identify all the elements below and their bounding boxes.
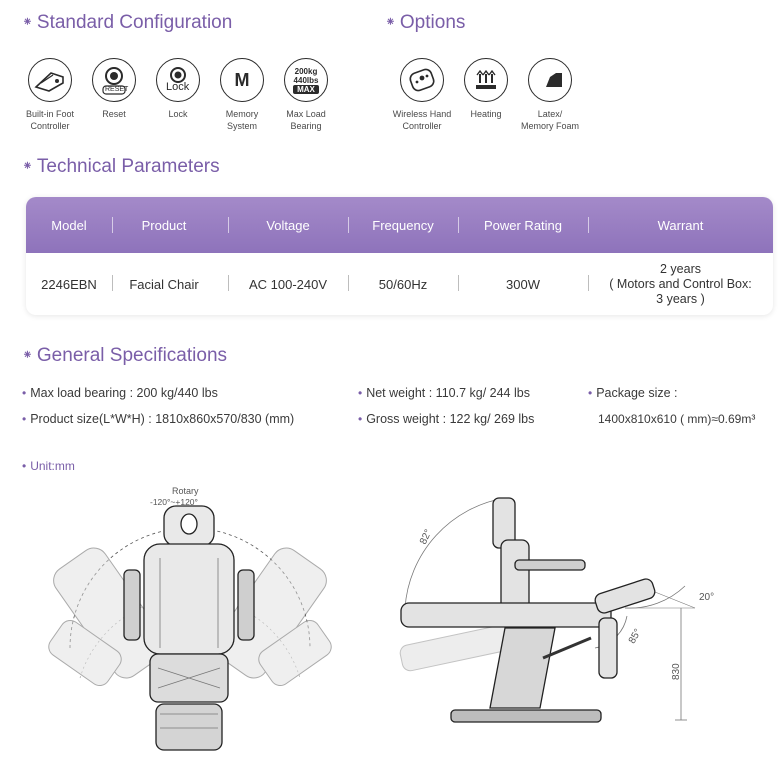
lock-glyph-text: Lock [166,81,190,93]
angle-leg-label: 20° [699,592,715,603]
header-frequency: Frequency [372,217,434,233]
asterisk-icon: ⁕ [22,347,33,362]
spec-max-load: • Max load bearing : 200 kg/440 lbs [22,386,218,400]
angle-back-label: 82° [417,527,435,547]
angle-foot-label: 85° [626,627,644,646]
header-power-rating: Power Rating [483,217,563,233]
technical-parameters-title [22,156,220,178]
header-warranty: Warrant [657,217,704,233]
side-view-diagram [395,488,725,732]
memory-foam-icon [528,58,572,102]
memory-foam-label: Latex/ Memory Foam [520,109,579,131]
cell-power: 300W [506,276,540,292]
technical-table [26,197,773,315]
reset-icon [92,58,136,102]
asterisk-icon: ⁕ [385,14,396,29]
rotary-range: -120°~+120° [150,497,198,507]
general-specifications-title [22,345,227,367]
max-load-icon: 200kg 440lbs MAX [284,58,328,102]
cell-warranty: 2 years ( Motors and Control Box: 3 years ) [609,261,752,306]
reset-glyph-text: RESET [105,86,129,93]
max-load-label: Max Load Bearing [286,109,326,131]
spec-package-label: • Package size : [588,386,678,400]
rotary-label: Rotary [172,486,199,496]
unit-label: • Unit:mm [22,459,75,473]
header-product: Product [141,217,187,233]
foot-controller-icon [28,58,72,102]
options-title-text: Options [399,12,466,33]
heating-icon [464,58,508,102]
reset-label: Reset [102,109,126,119]
cell-voltage: AC 100-240V [248,276,328,292]
memory-label: Memory System [225,109,259,131]
technical-title-text: Technical Parameters [36,156,220,177]
spec-product-size: • Product size(L*W*H) : 1810x860x570/830 (mm) [22,412,295,426]
memory-icon [220,58,264,102]
cell-product: Facial Chair [129,276,199,292]
cell-model: 2246EBN [41,276,97,292]
general-title-text: General Specifications [36,345,228,366]
foot-controller-label: Built-in Foot Controller [25,109,75,131]
asterisk-icon: ⁕ [22,14,33,29]
header-model: Model [51,217,87,233]
options-title [385,12,465,34]
memory-glyph-text: M [234,69,250,90]
spec-net-weight: • Net weight : 110.7 kg/ 244 lbs [358,386,530,400]
asterisk-icon: ⁕ [22,158,33,173]
lock-icon [156,58,200,102]
hand-controller-icon [400,58,444,102]
hand-controller-label: Wireless Hand Controller [392,109,452,131]
spec-gross-weight: • Gross weight : 122 kg/ 269 lbs [358,412,535,426]
standard-configuration-title [22,12,232,34]
height-label: 830 [671,663,682,680]
spec-package-value: 1400x810x610 ( mm)≈0.69m³ [598,412,756,426]
cell-frequency: 50/60Hz [378,276,428,292]
header-voltage: Voltage [266,217,310,233]
standard-title-text: Standard Configuration [36,12,233,33]
lock-label: Lock [168,109,188,119]
heating-label: Heating [470,109,502,119]
top-view-diagram [40,478,340,768]
